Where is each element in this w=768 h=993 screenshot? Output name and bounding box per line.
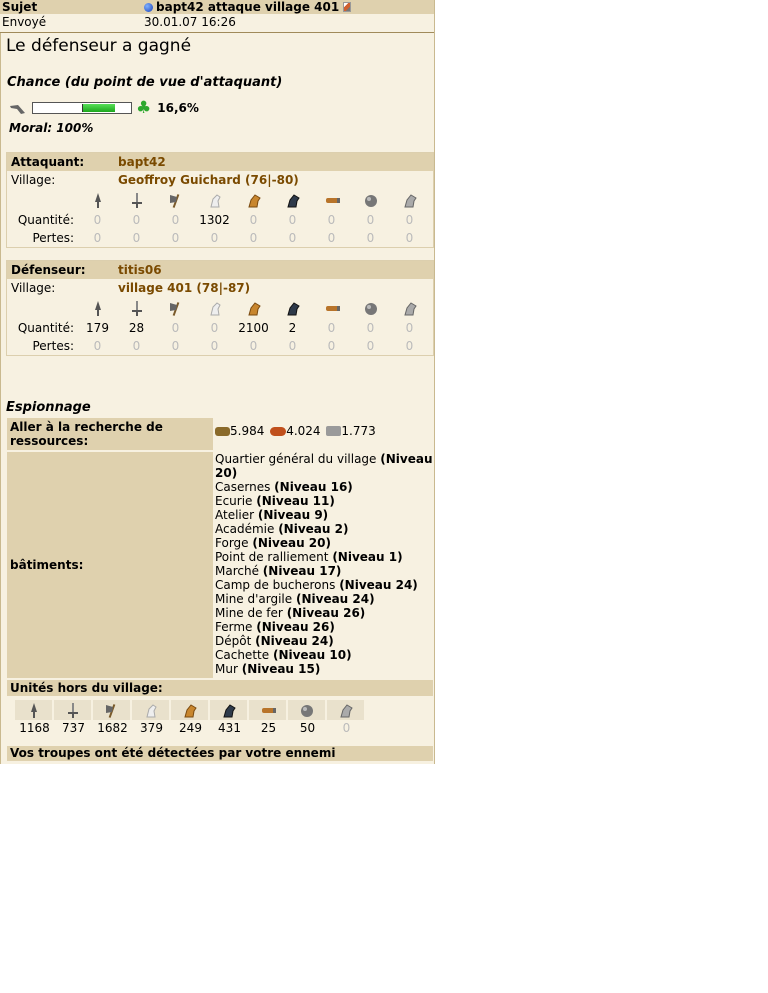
unit-icon-cell <box>156 297 195 319</box>
loss-cell: 0 <box>288 231 297 245</box>
subject-row <box>0 0 434 14</box>
outside-unit-icon-cell <box>171 700 208 720</box>
building-level: (Niveau 20) <box>215 452 433 480</box>
loss-cell: 0 <box>288 339 297 353</box>
building-name: Dépôt <box>215 634 252 648</box>
battle-result: Le défenseur a gagné <box>6 36 192 56</box>
outside-unit-icon-cell <box>15 700 52 720</box>
spy-icon <box>143 702 159 719</box>
espionage-table <box>5 416 435 739</box>
loss-cell: 0 <box>132 339 141 353</box>
outside-count-cell: 249 <box>179 721 202 735</box>
outside-unit-icon-cell <box>132 700 169 720</box>
building-name: Point de ralliement <box>215 550 329 564</box>
building-item <box>215 578 433 592</box>
loss-cell: 0 <box>93 231 102 245</box>
unit-icon-cell <box>156 189 195 211</box>
espionage-title: Espionnage <box>6 400 91 415</box>
detection-notice: Vos troupes ont été détectées par votre ennemi <box>7 746 433 761</box>
report-subject[interactable]: bapt42 attaque village 401 <box>156 0 340 14</box>
attacker-table <box>6 152 434 248</box>
outside-count-cell: 0 <box>342 721 351 735</box>
report-dot-icon <box>144 3 153 12</box>
axe-icon <box>168 192 184 209</box>
outside-unit-icon-cell <box>54 700 91 720</box>
spy-icon <box>207 192 223 209</box>
building-level: (Niveau 26) <box>286 606 366 620</box>
defender-section <box>1 260 434 356</box>
knight-icon <box>338 702 354 719</box>
wood-icon <box>215 427 230 436</box>
loss-cell: 0 <box>210 231 219 245</box>
sword-icon <box>129 192 145 209</box>
clover-icon: ♣ <box>136 98 152 118</box>
sent-date: 30.01.07 16:26 <box>144 15 236 29</box>
attacker-village-label: Village: <box>11 173 56 187</box>
unit-icon-cell <box>390 189 429 211</box>
quantity-cell: 0 <box>171 321 180 335</box>
building-level: (Niveau 9) <box>257 508 329 522</box>
building-level: (Niveau 11) <box>256 494 335 508</box>
unit-icon-cell <box>117 297 156 319</box>
building-level: (Niveau 26) <box>256 620 335 634</box>
quantity-cell: 0 <box>93 213 102 227</box>
building-level: (Niveau 24) <box>339 578 418 592</box>
building-level: (Niveau 2) <box>278 522 349 536</box>
catapult-icon <box>299 702 315 719</box>
attacker-label: Attaquant: <box>7 153 116 172</box>
outside-count-cell: 1168 <box>19 721 50 735</box>
outside-unit-icon-cell <box>210 700 247 720</box>
building-level: (Niveau 10) <box>272 648 352 662</box>
loss-cell: 0 <box>171 231 180 245</box>
sword-icon <box>129 300 145 317</box>
building-item <box>215 648 433 662</box>
chance-title: Chance (du point de vue d'attaquant) <box>7 75 283 90</box>
battle-report <box>0 0 435 764</box>
spear-icon <box>26 702 42 719</box>
light-cavalry-icon <box>246 192 262 209</box>
quantity-cell: 2100 <box>238 321 269 335</box>
ram-icon <box>260 702 276 719</box>
attacker-section <box>1 152 434 248</box>
unit-icon-cell <box>78 189 117 211</box>
building-name: Mur <box>215 662 238 676</box>
sent-label: Envoyé <box>2 15 47 29</box>
quantity-cell: 0 <box>405 213 414 227</box>
losses-label: Pertes: <box>32 339 74 353</box>
attacker-village[interactable]: Geoffroy Guichard (76|-80) <box>118 173 299 187</box>
quantity-cell: 0 <box>327 321 336 335</box>
building-name: Ferme <box>215 620 253 634</box>
outside-unit-icon-cell <box>249 700 286 720</box>
building-level: (Niveau 20) <box>252 536 331 550</box>
catapult-icon <box>363 192 379 209</box>
loss-cell: 0 <box>405 339 414 353</box>
outside-count-cell: 1682 <box>97 721 128 735</box>
unit-icon-cell <box>312 297 351 319</box>
outside-count-cell: 431 <box>218 721 241 735</box>
quantity-cell: 0 <box>171 213 180 227</box>
loss-cell: 0 <box>249 339 258 353</box>
outside-unit-icon-cell <box>288 700 325 720</box>
building-name: Casernes <box>215 480 271 494</box>
iron-icon <box>326 426 341 436</box>
building-item <box>215 662 433 676</box>
unit-icon-cell <box>234 297 273 319</box>
building-level: (Niveau 1) <box>332 550 403 564</box>
quantity-cell: 0 <box>366 321 375 335</box>
loss-cell: 0 <box>171 339 180 353</box>
attacker-name[interactable]: bapt42 <box>115 153 434 172</box>
defender-label: Défenseur: <box>7 261 116 280</box>
ram-icon <box>324 300 340 317</box>
building-level: (Niveau 24) <box>295 592 375 606</box>
building-name: Forge <box>215 536 249 550</box>
building-item <box>215 480 433 494</box>
building-name: Académie <box>215 522 275 536</box>
quantity-cell: 179 <box>86 321 109 335</box>
iron-amount: 1.773 <box>341 424 376 438</box>
loss-cell: 0 <box>327 339 336 353</box>
clay-icon <box>270 427 286 436</box>
defender-name[interactable]: titis06 <box>115 261 434 280</box>
losses-label: Pertes: <box>32 231 74 245</box>
building-item <box>215 592 433 606</box>
building-item <box>215 564 433 578</box>
defender-unit-grid <box>78 297 433 355</box>
building-item <box>215 606 433 620</box>
attacker-unit-grid <box>78 189 433 247</box>
unit-icon-cell <box>390 297 429 319</box>
building-level: (Niveau 24) <box>255 634 334 648</box>
outside-unit-icon-cell <box>93 700 130 720</box>
quantity-cell: 0 <box>327 213 336 227</box>
heavy-cavalry-icon <box>285 192 301 209</box>
building-item <box>215 494 433 508</box>
quantity-label: Quantité: <box>17 213 74 227</box>
luck-value: 16,6% <box>157 101 199 115</box>
loss-cell: 0 <box>327 231 336 245</box>
rename-pencil-icon[interactable] <box>343 2 351 12</box>
axe-icon <box>168 300 184 317</box>
building-level: (Niveau 15) <box>241 662 321 676</box>
unit-icon-cell <box>312 189 351 211</box>
luck-row <box>1 98 434 118</box>
outside-count-cell: 25 <box>260 721 277 735</box>
loss-cell: 0 <box>210 339 219 353</box>
building-name: Mine de fer <box>215 606 283 620</box>
building-name: Cachette <box>215 648 270 662</box>
buildings-label: bâtiments: <box>7 452 213 678</box>
knight-icon <box>402 192 418 209</box>
spear-icon <box>90 300 106 317</box>
quantity-cell: 28 <box>128 321 145 335</box>
sword-icon <box>65 702 81 719</box>
loss-cell: 0 <box>249 231 258 245</box>
building-name: Quartier général du village <box>215 452 377 466</box>
building-item <box>215 452 433 480</box>
bad-luck-icon <box>9 102 26 115</box>
building-level: (Niveau 17) <box>262 564 342 578</box>
report-body <box>0 33 434 764</box>
light-cavalry-icon <box>182 702 198 719</box>
light-cavalry-icon <box>246 300 262 317</box>
unit-icon-cell <box>117 189 156 211</box>
loss-cell: 0 <box>405 231 414 245</box>
axe-icon <box>104 702 120 719</box>
building-level: (Niveau 16) <box>274 480 353 494</box>
defender-village[interactable]: village 401 (78|-87) <box>118 281 251 295</box>
unit-icon-cell <box>351 189 390 211</box>
luck-bar-fill <box>82 104 115 112</box>
building-name: Camp de bucherons <box>215 578 336 592</box>
resources-values <box>215 418 433 450</box>
building-item <box>215 620 433 634</box>
loss-cell: 0 <box>93 339 102 353</box>
luck-bar <box>32 102 132 114</box>
building-item <box>215 550 433 564</box>
outside-unit-icon-cell <box>327 700 364 720</box>
wood-amount: 5.984 <box>230 424 265 438</box>
unit-icon-cell <box>273 297 312 319</box>
building-name: Ecurie <box>215 494 253 508</box>
outside-unit-grid <box>15 700 433 737</box>
quantity-cell: 0 <box>366 213 375 227</box>
catapult-icon <box>363 300 379 317</box>
unit-icon-cell <box>195 297 234 319</box>
subject-label: Sujet <box>2 0 38 14</box>
unit-icon-cell <box>234 189 273 211</box>
quantity-cell: 0 <box>249 213 258 227</box>
building-name: Atelier <box>215 508 255 522</box>
resources-label: Aller à la recherche de ressources: <box>7 418 213 450</box>
clay-amount: 4.024 <box>286 424 321 438</box>
sent-row <box>0 14 434 33</box>
unit-icon-cell <box>195 189 234 211</box>
building-item <box>215 536 433 550</box>
loss-cell: 0 <box>366 231 375 245</box>
building-item <box>215 522 433 536</box>
outside-units-label: Unités hors du village: <box>7 680 433 696</box>
outside-count-cell: 50 <box>299 721 316 735</box>
defender-village-label: Village: <box>11 281 56 295</box>
quantity-cell: 2 <box>288 321 297 335</box>
quantity-cell: 0 <box>210 321 219 335</box>
spear-icon <box>90 192 106 209</box>
loss-cell: 0 <box>132 231 141 245</box>
heavy-cavalry-icon <box>285 300 301 317</box>
spy-icon <box>207 300 223 317</box>
unit-icon-cell <box>351 297 390 319</box>
defender-table <box>6 260 434 356</box>
quantity-cell: 0 <box>132 213 141 227</box>
morale: Moral: 100% <box>9 121 94 135</box>
quantity-cell: 0 <box>405 321 414 335</box>
building-item <box>215 508 433 522</box>
heavy-cavalry-icon <box>221 702 237 719</box>
loss-cell: 0 <box>366 339 375 353</box>
ram-icon <box>324 192 340 209</box>
building-name: Mine d'argile <box>215 592 293 606</box>
unit-icon-cell <box>273 189 312 211</box>
quantity-label: Quantité: <box>17 321 74 335</box>
quantity-cell: 1302 <box>199 213 230 227</box>
building-name: Marché <box>215 564 259 578</box>
outside-count-cell: 737 <box>62 721 85 735</box>
building-item <box>215 634 433 648</box>
knight-icon <box>402 300 418 317</box>
quantity-cell: 0 <box>288 213 297 227</box>
unit-icon-cell <box>78 297 117 319</box>
outside-count-cell: 379 <box>140 721 163 735</box>
buildings-list <box>215 452 433 678</box>
